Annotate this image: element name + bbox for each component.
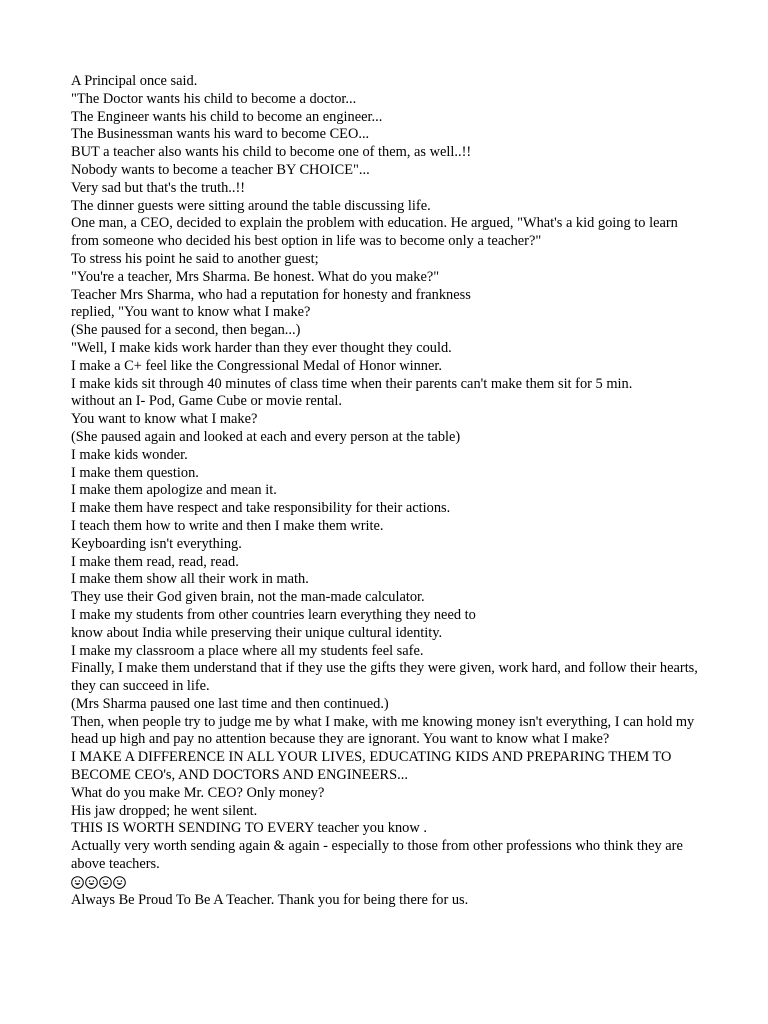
text-line: know about India while preserving their unique cultural identity. (71, 624, 443, 641)
text-line: You want to know what I make? (71, 411, 258, 428)
text-line: (Mrs Sharma paused one last time and then continued.) (71, 695, 389, 712)
text-line: Very sad but that's the truth..!! (71, 179, 246, 196)
text-line: I make them apologize and mean it. (71, 482, 277, 499)
text-line: I make them show all their work in math. (71, 571, 309, 588)
text-line: BUT a teacher also wants his child to become one of them, as well..!! (71, 144, 472, 161)
smiling-face-icon (71, 876, 84, 889)
smiling-face-icon (113, 876, 126, 889)
text-line: I make my classroom a place where all my students feel safe. (71, 642, 424, 659)
text-line: What do you make Mr. CEO? Only money? (71, 784, 325, 801)
text-line: "The Doctor wants his child to become a doctor... (71, 90, 357, 107)
text-line: Teacher Mrs Sharma, who had a reputation for honesty and frankness (71, 286, 471, 303)
text-line: I make them have respect and take responsibility for their actions. (71, 500, 451, 517)
text-line: I make them read, read, read. (71, 553, 239, 570)
text-line: without an I- Pod, Game Cube or movie rental. (71, 393, 342, 410)
closing-line: Always Be Proud To Be A Teacher. Thank you for being there for us. (71, 891, 469, 908)
text-line: They use their God given brain, not the man-made calculator. (71, 589, 425, 606)
text-line: Keyboarding isn't everything. (71, 535, 242, 552)
text-line: (She paused again and looked at each and every person at the table) (71, 428, 461, 445)
text-line: "You're a teacher, Mrs Sharma. Be honest. What do you make?" (71, 268, 440, 285)
text-line: replied, "You want to know what I make? (71, 304, 311, 321)
text-line: The Engineer wants his child to become an engineer... (71, 108, 383, 125)
text-line: To stress his point he said to another guest; (71, 250, 319, 267)
text-line: Actually very worth sending again & again - especially to those from other professions who think they are above teachers. (71, 838, 683, 873)
text-line: The Businessman wants his ward to become CEO... (71, 126, 370, 143)
text-line: Finally, I make them understand that if they use the gifts they were given, work hard, and follow their hearts, they can succeed in life. (71, 660, 698, 695)
document-body (71, 73, 699, 909)
text-line: I make kids wonder. (71, 446, 188, 463)
smiling-face-icon (99, 876, 112, 889)
text-line: I make kids sit through 40 minutes of class time when their parents can't make them sit for 5 min. (71, 375, 633, 392)
text-line: Then, when people try to judge me by what I make, with me knowing money isn't everything, I can hold my head up high and pay no attention because they are ignorant. You want to know what I make? (71, 713, 695, 748)
text-line: I make a C+ feel like the Congressional Medal of Honor winner. (71, 357, 442, 374)
text-line: His jaw dropped; he went silent. (71, 802, 258, 819)
text-line: Nobody wants to become a teacher BY CHOICE"... (71, 161, 370, 178)
text-line: I make my students from other countries learn everything they need to (71, 606, 476, 623)
text-line: The dinner guests were sitting around the table discussing life. (71, 197, 431, 214)
emoji-row (71, 874, 699, 892)
text-line: I make them question. (71, 464, 199, 481)
text-line: I MAKE A DIFFERENCE IN ALL YOUR LIVES, EDUCATING KIDS AND PREPARING THEM TO BECOME CEO's, AND DOCTORS AND ENGINEERS... (71, 749, 672, 784)
smiling-face-icon (85, 876, 98, 889)
text-line: A Principal once said. (71, 73, 198, 89)
text-line: "Well, I make kids work harder than they ever thought they could. (71, 339, 452, 356)
text-line: One man, a CEO, decided to explain the problem with education. He argued, "What's a kid going to learn from someone who decided his best option in life was to become only a teacher?" (71, 215, 678, 250)
text-line: THIS IS WORTH SENDING TO EVERY teacher you know . (71, 820, 427, 837)
text-line: I teach them how to write and then I make them write. (71, 517, 384, 534)
text-line: (She paused for a second, then began...) (71, 322, 301, 339)
document-text (71, 73, 699, 874)
